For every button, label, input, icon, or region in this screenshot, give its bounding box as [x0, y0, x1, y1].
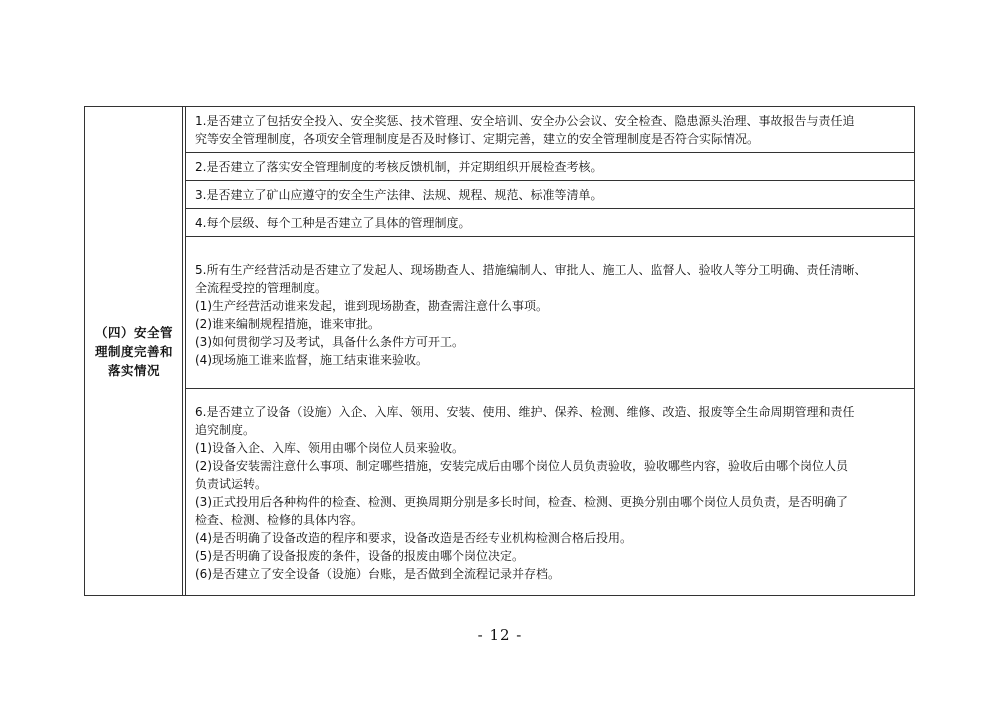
- row-1-line-2: 究等安全管理制度，各项安全管理制度是否及时修订、定期完善，建立的安全管理制度是否符合实际情况。: [195, 132, 760, 146]
- cell-divider: [182, 107, 183, 595]
- table-row-4: [186, 209, 914, 237]
- row-5-line-2: 全流程受控的管理制度。: [195, 281, 328, 295]
- row-6-line-5: 负责试运转。: [195, 477, 268, 491]
- table-row-3: [186, 181, 914, 209]
- table-row-5: [186, 237, 914, 389]
- row-5-line-3: (1)生产经营活动谁来发起，谁到现场勘查，勘查需注意什么事项。: [195, 299, 549, 313]
- inspection-table: [84, 106, 915, 596]
- row-6-line-1: 6.是否建立了设备（设施）入企、入库、领用、安装、使用、维护、保养、检测、维修、改造、报废等全生命周期管理和责任: [195, 405, 855, 419]
- table-row-1: [186, 107, 914, 153]
- row-2-line-1: 2.是否建立了落实安全管理制度的考核反馈机制，并定期组织开展检查考核。: [195, 160, 603, 174]
- page-number: - 12 -: [477, 626, 523, 644]
- row-6-line-6: (3)正式投用后各种构件的检查、检测、更换周期分别是多长时间，检查、检测、更换分别由哪个岗位人员负责，是否明确了: [195, 495, 849, 509]
- row-5-line-4: (2)谁来编制规程措施，谁来审批。: [195, 317, 380, 331]
- row-6-line-10: (6)是否建立了安全设备（设施）台账，是否做到全流程记录并存档。: [195, 567, 561, 581]
- row-6-line-9: (5)是否明确了设备报废的条件，设备的报废由哪个岗位决定。: [195, 549, 525, 563]
- row-3-line-1: 3.是否建立了矿山应遵守的安全生产法律、法规、规程、规范、标准等清单。: [195, 188, 603, 202]
- row-6-line-4: (2)设备安装需注意什么事项、制定哪些措施，安装完成后由哪个岗位人员负责验收，验收哪些内容，验收后由哪个岗位人员: [195, 459, 849, 473]
- items-column: [186, 107, 914, 595]
- category-cell: [85, 107, 186, 595]
- category-label: （四）安全管理制度完善和落实情况: [94, 325, 173, 378]
- row-5-line-5: (3)如何贯彻学习及考试，具备什么条件方可开工。: [195, 335, 464, 349]
- row-6-line-2: 追究制度。: [195, 423, 256, 437]
- row-5-line-6: (4)现场施工谁来监督，施工结束谁来验收。: [195, 353, 428, 367]
- row-6-line-7: 检查、检测、检修的具体内容。: [195, 513, 364, 527]
- row-1-line-1: 1.是否建立了包括安全投入、安全奖惩、技术管理、安全培训、安全办公会议、安全检查、隐患源头治理、事故报告与责任追: [195, 114, 855, 128]
- row-6-line-3: (1)设备入企、入库、领用由哪个岗位人员来验收。: [195, 441, 464, 455]
- row-6-line-8: (4)是否明确了设备改造的程序和要求，设备改造是否经专业机构检测合格后投用。: [195, 531, 633, 545]
- row-4-line-1: 4.每个层级、每个工种是否建立了具体的管理制度。: [195, 216, 471, 230]
- table-row-2: [186, 153, 914, 181]
- table-row-6: [186, 389, 914, 595]
- row-5-line-1: 5.所有生产经营活动是否建立了发起人、现场勘查人、措施编制人、审批人、施工人、监督人、验收人等分工明确、责任清晰、: [195, 263, 867, 277]
